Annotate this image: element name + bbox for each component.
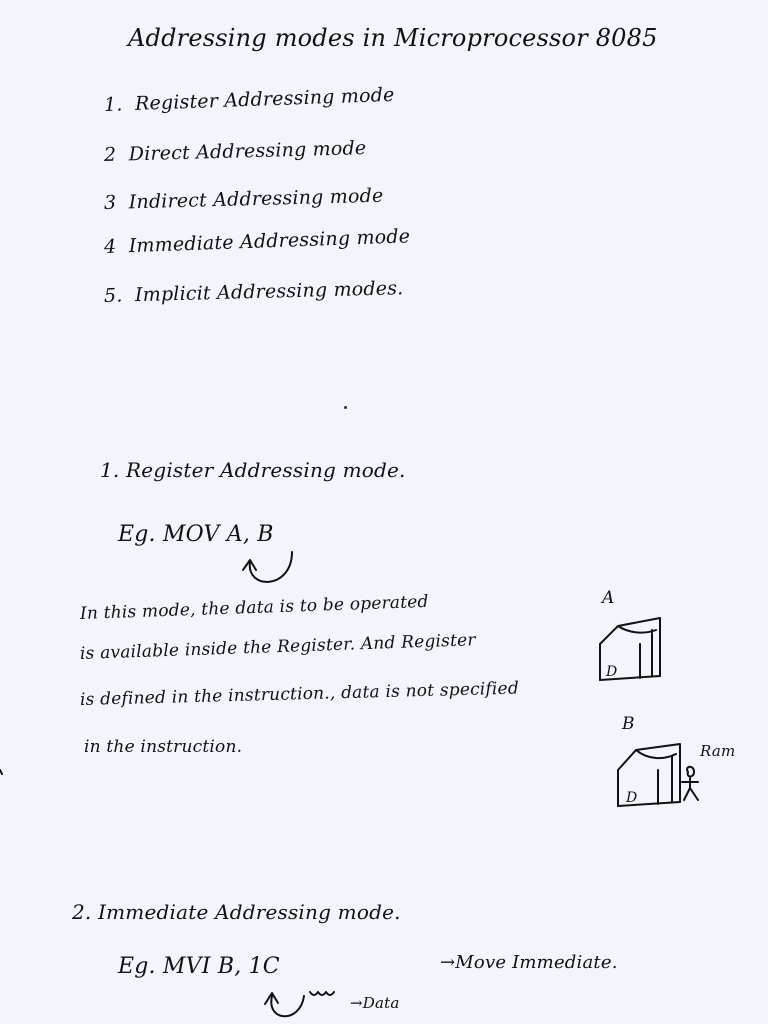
page-title: Addressing modes in Microprocessor 8085	[128, 24, 658, 52]
move-immediate-note: →Move Immediate.	[440, 952, 618, 973]
list-item: 1. Register Addressing mode	[103, 83, 395, 116]
door-b-label: D	[626, 790, 638, 806]
person-label: Ram	[700, 742, 736, 760]
edge-tick	[0, 770, 2, 774]
section2-example: Eg. MVI B, 1C	[118, 954, 280, 979]
section1-paragraph-line: in the instruction.	[84, 737, 243, 757]
register-b-label: B	[622, 714, 635, 734]
section1-paragraph-line: In this mode, the data is to be operated	[79, 591, 429, 624]
data-squiggle	[310, 992, 334, 995]
stick-person-sketch	[682, 767, 698, 800]
section1-paragraph-line: is available inside the Register. And Register	[79, 630, 476, 664]
house-a-sketch	[600, 618, 660, 680]
section1-heading: 1. Register Addressing mode.	[100, 458, 406, 482]
list-item: 2 Direct Addressing mode	[103, 137, 367, 166]
list-item: 4 Immediate Addressing mode	[103, 225, 411, 258]
house-b-sketch	[618, 744, 680, 806]
section2-heading: 2. Immediate Addressing mode.	[72, 900, 401, 924]
list-item: 3 Indirect Addressing mode	[103, 184, 384, 214]
door-a-label: D	[606, 664, 618, 680]
section1-paragraph-line: is defined in the instruction., data is not specified	[79, 678, 520, 710]
section1-example: Eg. MOV A, B	[118, 522, 274, 547]
register-a-label: A	[602, 588, 615, 608]
data-note: →Data	[350, 994, 400, 1012]
list-item: 5. Implicit Addressing modes.	[103, 277, 404, 307]
mov-curved-arrow	[250, 552, 292, 582]
